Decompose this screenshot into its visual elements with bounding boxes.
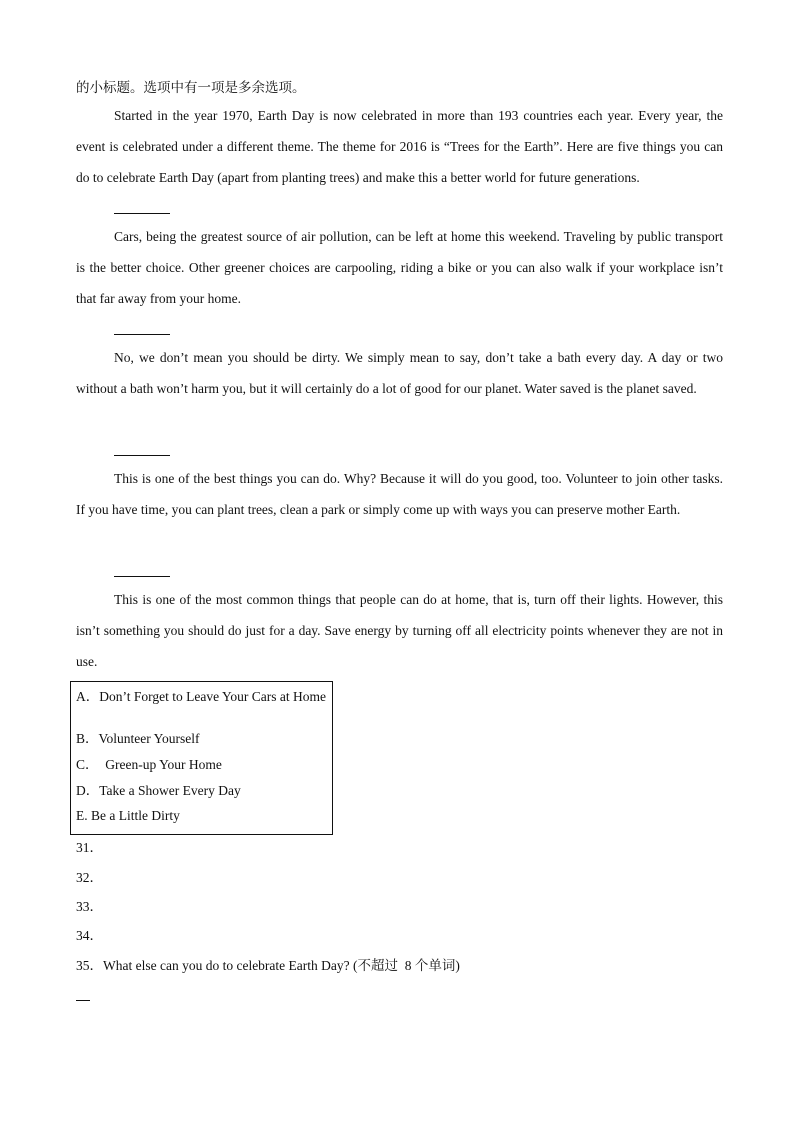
option-d: D．Take a Shower Every Day	[76, 783, 241, 798]
answer-32: 32．	[76, 870, 103, 885]
answer-34: 34．	[76, 928, 103, 943]
question-35: 35．What else can you do to celebrate Earth Day? (不超过 8 个单词)	[76, 958, 460, 973]
answer-33: 33．	[76, 899, 103, 914]
answer-line-35	[76, 1000, 90, 1001]
paragraph-1: Cars, being the greatest source of air pollution, can be left at home this weekend. Traveling by public transport is the better choice. Other greener choices are carpooling, riding a bike or you can also walk if your workplace isn’t that far away from your home.	[76, 229, 723, 306]
option-c: C． Green-up Your Home	[76, 757, 222, 772]
intro-instruction: 的小标题。选项中有一项是多余选项。	[76, 80, 306, 95]
paragraph-4: This is one of the most common things that people can do at home, that is, turn off their lights. However, this isn’t something you should do just for a day. Save energy by turning off all electricity points whenever they are not in use.	[76, 592, 723, 669]
heading-blank-4	[114, 576, 170, 577]
paragraph-3: This is one of the best things you can do. Why? Because it will do you good, too. Volunteer to join other tasks. If you have time, you can plant trees, clean a park or simply come up with ways you can preserve mother Earth.	[76, 471, 723, 517]
option-b: B．Volunteer Yourself	[76, 731, 200, 746]
heading-blank-1	[114, 213, 170, 214]
paragraph-intro: Started in the year 1970, Earth Day is now celebrated in more than 193 countries each year. Every year, the event is celebrated under a different theme. The theme for 2016 is “Trees for the Earth”. Here are five things you can do to celebrate Earth Day (apart from planting trees) and make this a better world for future generations.	[76, 108, 723, 185]
options-box	[70, 681, 333, 835]
heading-blank-3	[114, 455, 170, 456]
option-e: E. Be a Little Dirty	[76, 808, 180, 823]
answer-31: 31．	[76, 840, 103, 855]
option-a: A．Don’t Forget to Leave Your Cars at Home	[76, 689, 326, 704]
paragraph-2: No, we don’t mean you should be dirty. We simply mean to say, don’t take a bath every day. A day or two without a bath won’t harm you, but it will certainly do a lot of good for our planet. Water saved is the planet saved.	[76, 350, 723, 396]
heading-blank-2	[114, 334, 170, 335]
